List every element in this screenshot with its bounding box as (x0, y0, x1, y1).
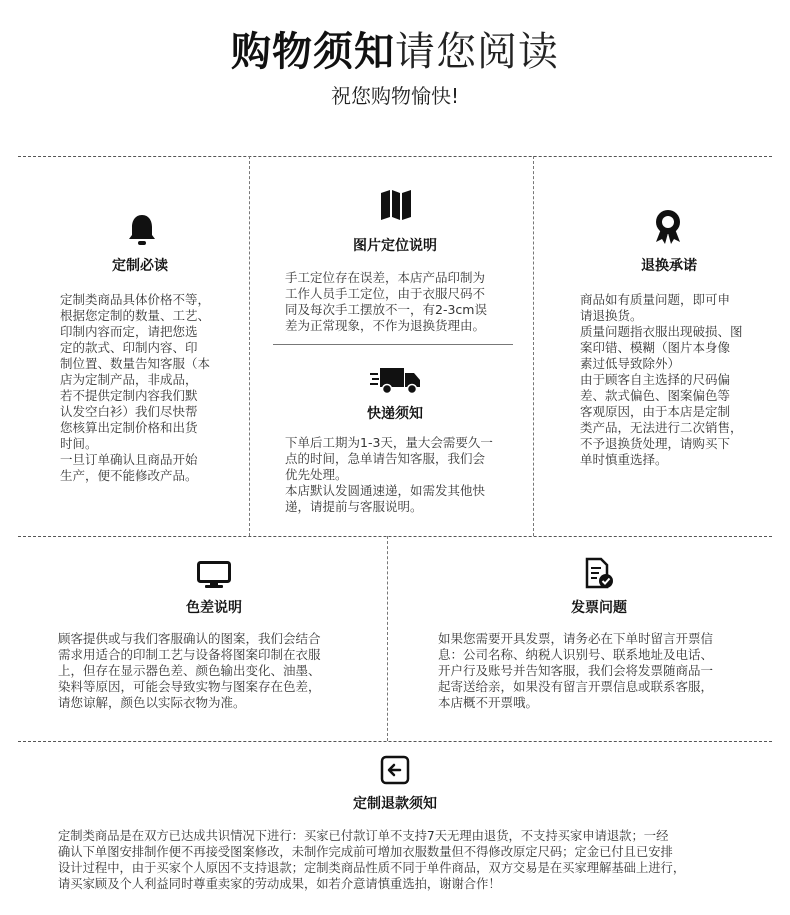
page-title (0, 20, 790, 77)
section-title-color: 色差说明 (186, 600, 242, 616)
divider-col-2 (533, 156, 534, 536)
section-title-invoice: 发票问题 (571, 600, 627, 616)
section-title-positioning: 图片定位说明 (353, 238, 437, 254)
section-title-delivery: 快递须知 (367, 406, 423, 422)
truck-icon (368, 363, 424, 397)
section-body-positioning: 手工定位存在误差，本店产品印制为 工作人员手工定位，由于衣服尺码不 同及每次手工摆放不一，有2-3cm误 差为正常现象，不作为退换货理由。 (285, 270, 487, 333)
section-title-custom: 定制必读 (112, 258, 168, 274)
award-ribbon-icon (640, 208, 696, 246)
section-body-refund: 定制类商品是在双方已达成共识情况下进行：买家已付款订单不支持7天无理由退货，不支持买家申请退款；一经 确认下单图安排制作便不再接受图案修改，未制作完成前可增加衣服数量但不得修改原定尺码；定金已付且已安排 设计过程中，由于买家个人原因不支持退款；定制类商品性质不同于单件商品，双方交易是在买家理解基础上进行， 请买家顾及个人利益同时尊重卖家的劳动成果，如若介意请慎重选拍，谢谢合作！ (58, 829, 686, 891)
section-body-color: 顾客提供或与我们客服确认的图案，我们会结合 需求用适合的印制工艺与设备将图案印制在衣服 上，但存在显示器色差、颜色输出变化、油墨、 染料等原因，可能会导致实物与图案存在色差， 请您谅解，颜色以实际衣物为准。 (58, 631, 321, 710)
return-arrow-icon (367, 754, 423, 786)
section-body-returns: 商品如有质量问题，即可申 请退换货。 质量问题指衣服出现破损、图 案印错、模糊（图片本身像 素过低导致除外） 由于顾客自主选择的尺码偏 差、款式偏色、图案偏色等 客观原因，由于本店是定制 类产品，无法进行二次销售， 不予退换货处理，请购买下 单时慎重选择。 (580, 292, 743, 467)
bell-icon (114, 212, 170, 248)
map-icon (368, 186, 424, 224)
section-title-returns: 退换承诺 (641, 258, 697, 274)
invoice-icon (571, 556, 627, 590)
page-title-light: 请您阅读 (395, 29, 559, 75)
monitor-icon (186, 560, 242, 590)
section-body-invoice: 如果您需要开具发票，请务必在下单时留言开票信 息：公司名称、纳税人识别号、联系地址及电话、 开户行及账号并告知客服，我们会将发票随商品一 起寄送给亲，如果没有留言开票信息或联系客服， 本店概不开票哦。 (438, 631, 714, 710)
section-title-refund: 定制退款须知 (353, 796, 437, 812)
divider-top (18, 156, 772, 157)
divider-bottom (18, 741, 772, 742)
divider-col-1 (249, 156, 250, 536)
divider-col-3 (387, 536, 388, 741)
divider-middle (18, 536, 772, 537)
page-subtitle: 祝您购物愉快! (330, 84, 460, 108)
section-body-delivery: 下单后工期为1-3天，量大会需要久一 点的时间，急单请告知客服，我们会 优先处理。 本店默认发圆通速递，如需发其他快 递，请提前与客服说明。 (285, 435, 493, 514)
divider-center (273, 344, 513, 345)
section-body-custom: 定制类商品具体价格不等， 根据您定制的数量、工艺、 印制内容而定，请把您选 定的款式、印制内容、印 制位置、数量告知客服（本 店为定制产品，非成品， 若不提供定制内容我们默 认发空白衫）我们尽快帮 您核算出定制价格和出货 时间。 一旦订单确认且商品开始 生产，便不能修改产品。 (60, 292, 211, 483)
page-title-bold: 购物须知 (231, 29, 395, 75)
